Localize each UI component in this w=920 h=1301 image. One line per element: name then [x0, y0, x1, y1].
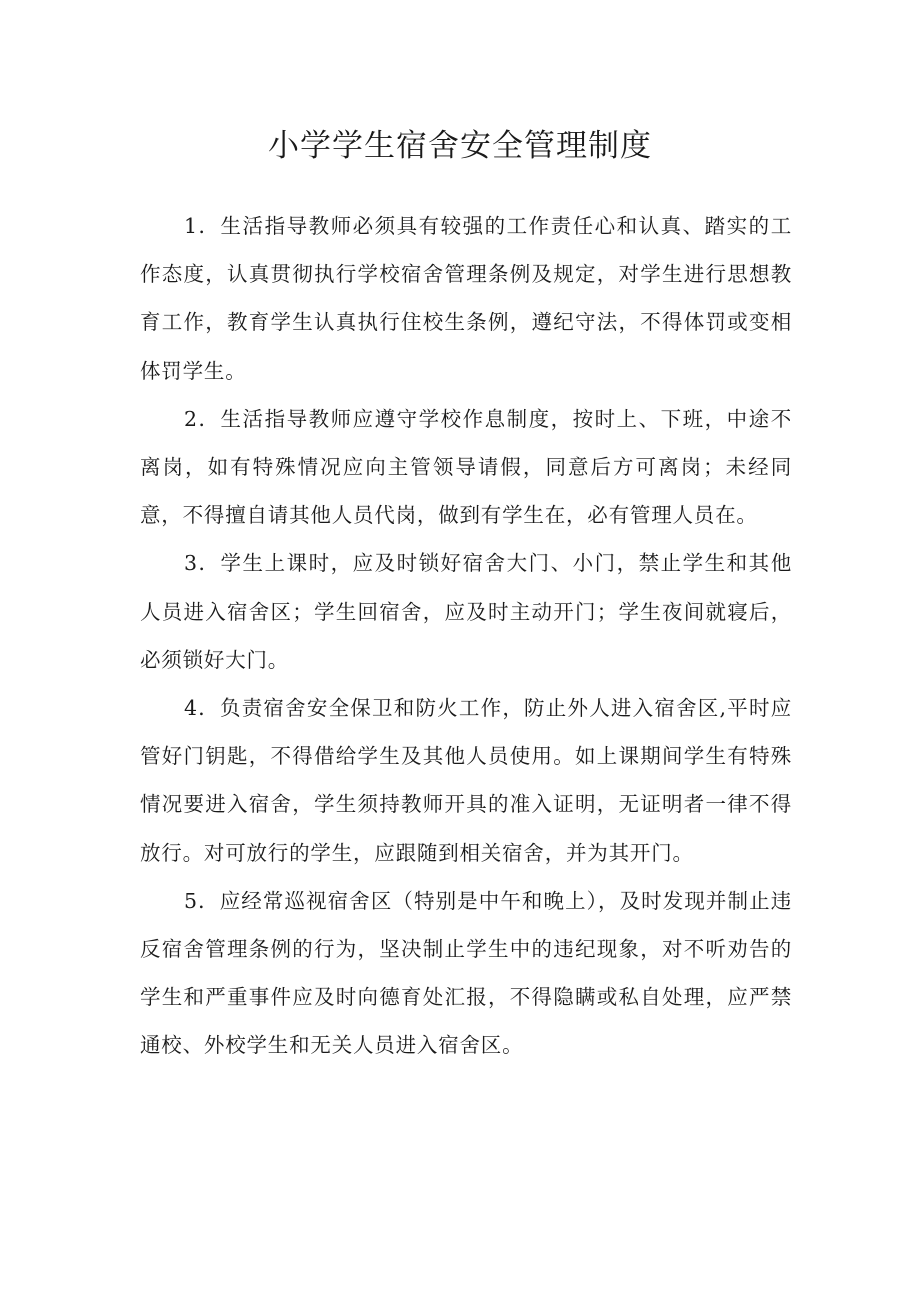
paragraph-4: 4．负责宿舍安全保卫和防火工作，防止外人进入宿舍区,平时应管好门钥匙，不得借给学生及其他人员使用。如上课期间学生有特殊情况要进入宿舍，学生须持教师开具的准入证明，无证明者一律不得放行。对可放行的学生，应跟随到相关宿舍，并为其开门。 — [140, 696, 792, 865]
document-body — [140, 202, 792, 1070]
paragraph-3: 3．学生上课时，应及时锁好宿舍大门、小门，禁止学生和其他人员进入宿舍区；学生回宿舍，应及时主动开门；学生夜间就寝后，必须锁好大门。 — [140, 551, 792, 672]
document-title: 小学学生宿舍安全管理制度 — [268, 128, 652, 164]
paragraph-2: 2．生活指导教师应遵守学校作息制度，按时上、下班，中途不离岗，如有特殊情况应向主管领导请假，同意后方可离岗；未经同意，不得擅自请其他人员代岗，做到有学生在，必有管理人员在。 — [140, 406, 792, 528]
paragraph-1: 1．生活指导教师必须具有较强的工作责任心和认真、踏实的工作态度，认真贯彻执行学校宿舍管理条例及规定，对学生进行思想教育工作，教育学生认真执行住校生条例，遵纪守法，不得体罚或变相体罚学生。 — [140, 214, 792, 383]
paragraph-5: 5．应经常巡视宿舍区（特别是中午和晚上），及时发现并制止违反宿舍管理条例的行为，坚决制止学生中的违纪现象，对不听劝告的学生和严重事件应及时向德育处汇报，不得隐瞒或私自处理，应严禁通校、外校学生和无关人员进入宿舍区。 — [140, 888, 792, 1058]
